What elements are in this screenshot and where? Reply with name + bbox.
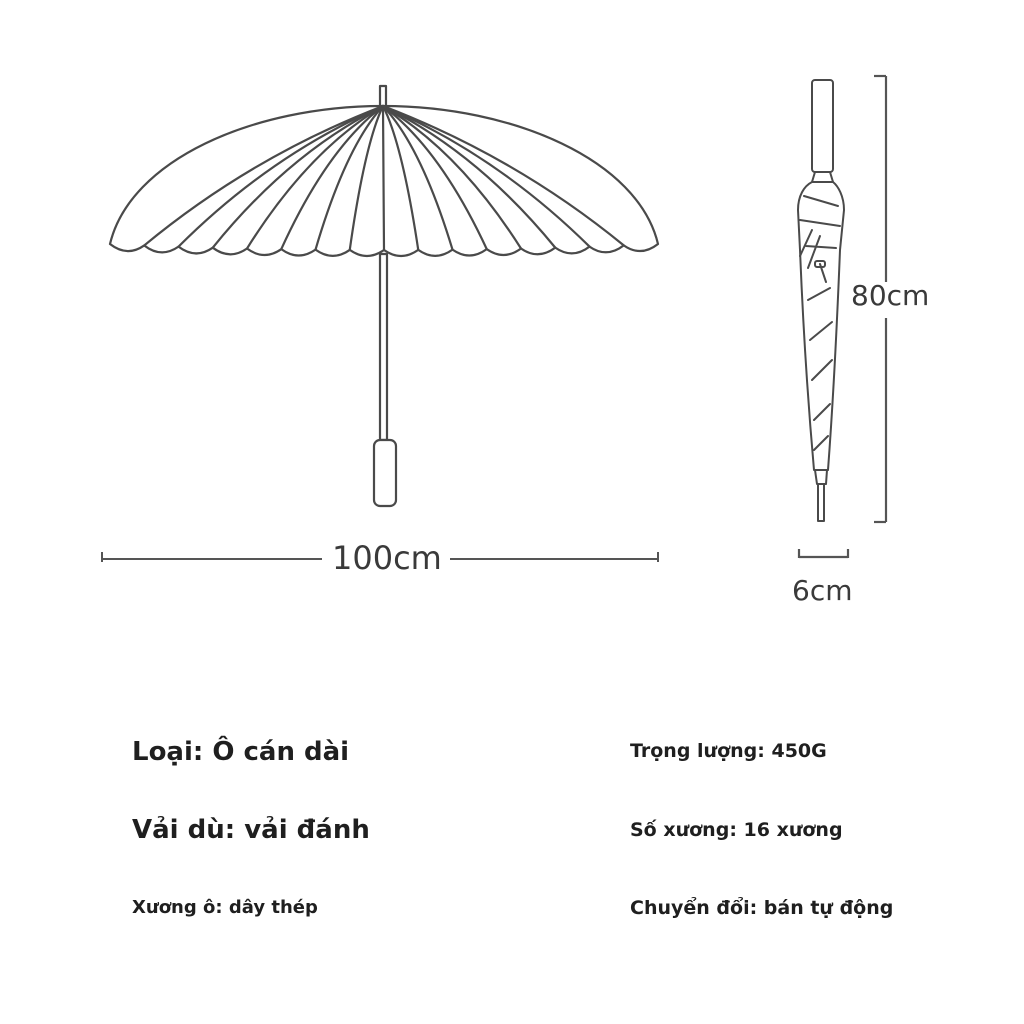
- spec-fabric: Vải dù: vải đánh: [132, 815, 370, 845]
- folded-collar: [812, 172, 833, 182]
- width-label: 100cm: [332, 539, 442, 577]
- spec-weight: Trọng lượng: 450G: [630, 740, 827, 762]
- folded-handle: [812, 80, 833, 172]
- folded-tip: [815, 470, 827, 484]
- length-label: 80cm: [851, 279, 930, 312]
- diameter-label: 6cm: [792, 574, 853, 607]
- folded-umbrella: [798, 80, 844, 521]
- diameter-dimension: [799, 549, 848, 558]
- umbrella-tip: [380, 86, 386, 108]
- umbrella-shaft: [380, 254, 387, 440]
- umbrella-rib: [383, 106, 384, 250]
- open-umbrella: [110, 86, 658, 506]
- spec-mechanism: Chuyển đổi: bán tự động: [630, 897, 894, 919]
- folded-ferrule: [818, 484, 824, 521]
- spec-frame: Xương ô: dây thép: [132, 897, 318, 918]
- spec-type: Loại: Ô cán dài: [132, 737, 350, 767]
- umbrella-handle: [374, 440, 396, 506]
- spec-rib-count: Số xương: 16 xương: [630, 819, 843, 841]
- folded-fold-lines: [800, 196, 840, 450]
